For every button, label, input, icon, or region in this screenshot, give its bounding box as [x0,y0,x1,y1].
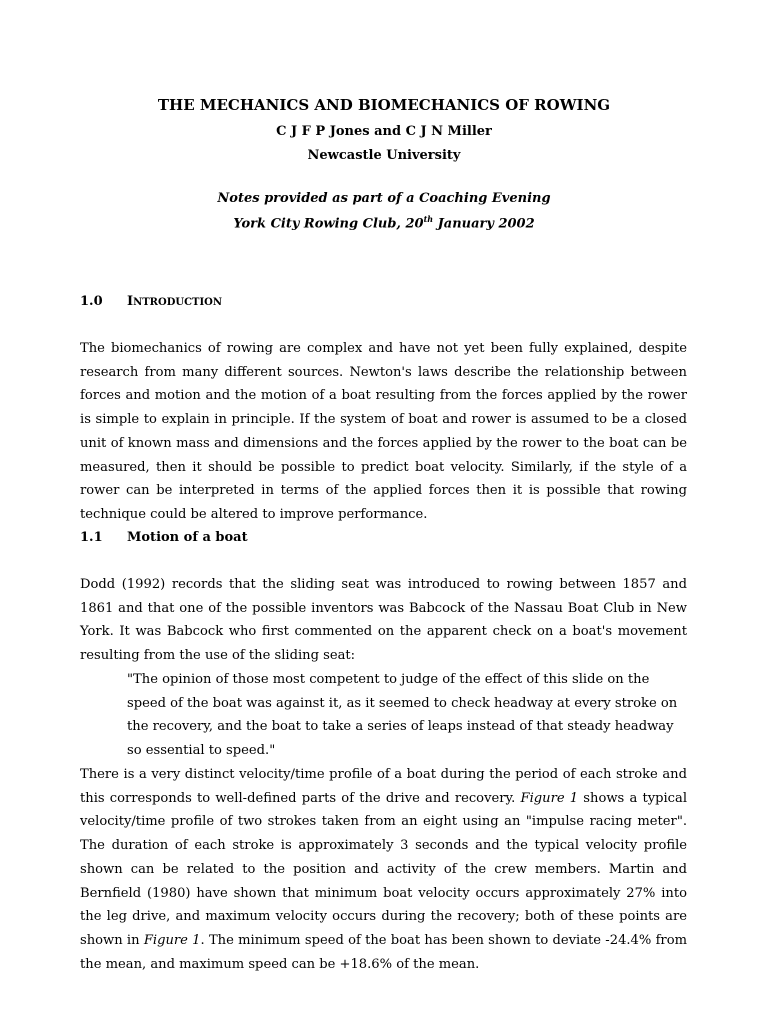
section-title: Motion of a boat [127,530,248,545]
section-heading-1-1 [80,530,248,545]
section-heading-1-0 [80,294,222,309]
text-run: . The minimum speed of the boat has been shown to deviate -24.4% from the mean, and maximum speed can be +18.6% of the mean. [80,932,687,972]
paragraph-intro: The biomechanics of rowing are complex and have not yet been fully explained, despite research from many different sources. Newton's laws describe the relationship between forces and motion and the motion of a boat resulting from the forces applied by the rower is simple to explain in principle. If the system of boat and rower is assumed to be a closed unit of known mass and dimensions and the forces applied by the rower to the boat can be measured, then it should be possible to predict boat velocity. Similarly, if the style of a rower can be interpreted in terms of the applied forces then it is possible that rowing technique could be altered to improve performance. [80,341,687,522]
event-note-date: January 2002 [433,216,535,232]
section-title [127,294,222,309]
text-run: There is a very distinct velocity/time profile of a boat during the period of each stroke and this corresponds to well-defined parts of the drive and recovery. [80,767,687,806]
event-note-text: York City Rowing Club, 20 [233,216,424,232]
block-quote: "The opinion of those most competent to judge of the effect of this slide on the speed of the boat was against it, as it seemed to check headway at every stroke on the recovery, and the boat to take a series of leaps instead of that steady headway so essential to speed." [127,672,678,759]
paragraph-dodd: Dodd (1992) records that the sliding seat was introduced to rowing between 1857 and 1861 and that one of the possible inventors was Babcock of the Nassau Boat Club in New York. It was Babcock who first commented on the apparent check on a boat's movement resulting from the use of the sliding seat: [80,577,687,664]
affiliation: Newcastle University [307,148,461,163]
paragraph-velocity-profile [80,763,687,976]
figure-reference: Figure 1 [143,932,201,948]
event-note-line1: Notes provided as part of a Coaching Evening [217,191,551,206]
section-title-rest: NTRODUCTION [133,297,223,308]
figure-reference: Figure 1 [520,790,579,806]
section-number: 1.0 [80,294,103,309]
section-number: 1.1 [80,530,103,545]
ordinal-suffix: th [423,214,434,224]
text-run: shows a typical velocity/time profile of two strokes taken from an eight using an "impulse racing meter". The duration of each stroke is approximately 3 seconds and the typical velocity profile shown can be related to the position and activity of the crew members. Martin and Bernfield (1980) have shown that minimum boat velocity occurs approximately 27% into the leg drive, and maximum velocity occurs during the recovery; both of these points are shown in [80,790,688,948]
section-title-initial: I [127,294,134,309]
event-note-line2 [0,214,768,231]
authors: C J F P Jones and C J N Miller [276,124,492,139]
paper-title: THE MECHANICS AND BIOMECHANICS OF ROWING [157,96,611,114]
